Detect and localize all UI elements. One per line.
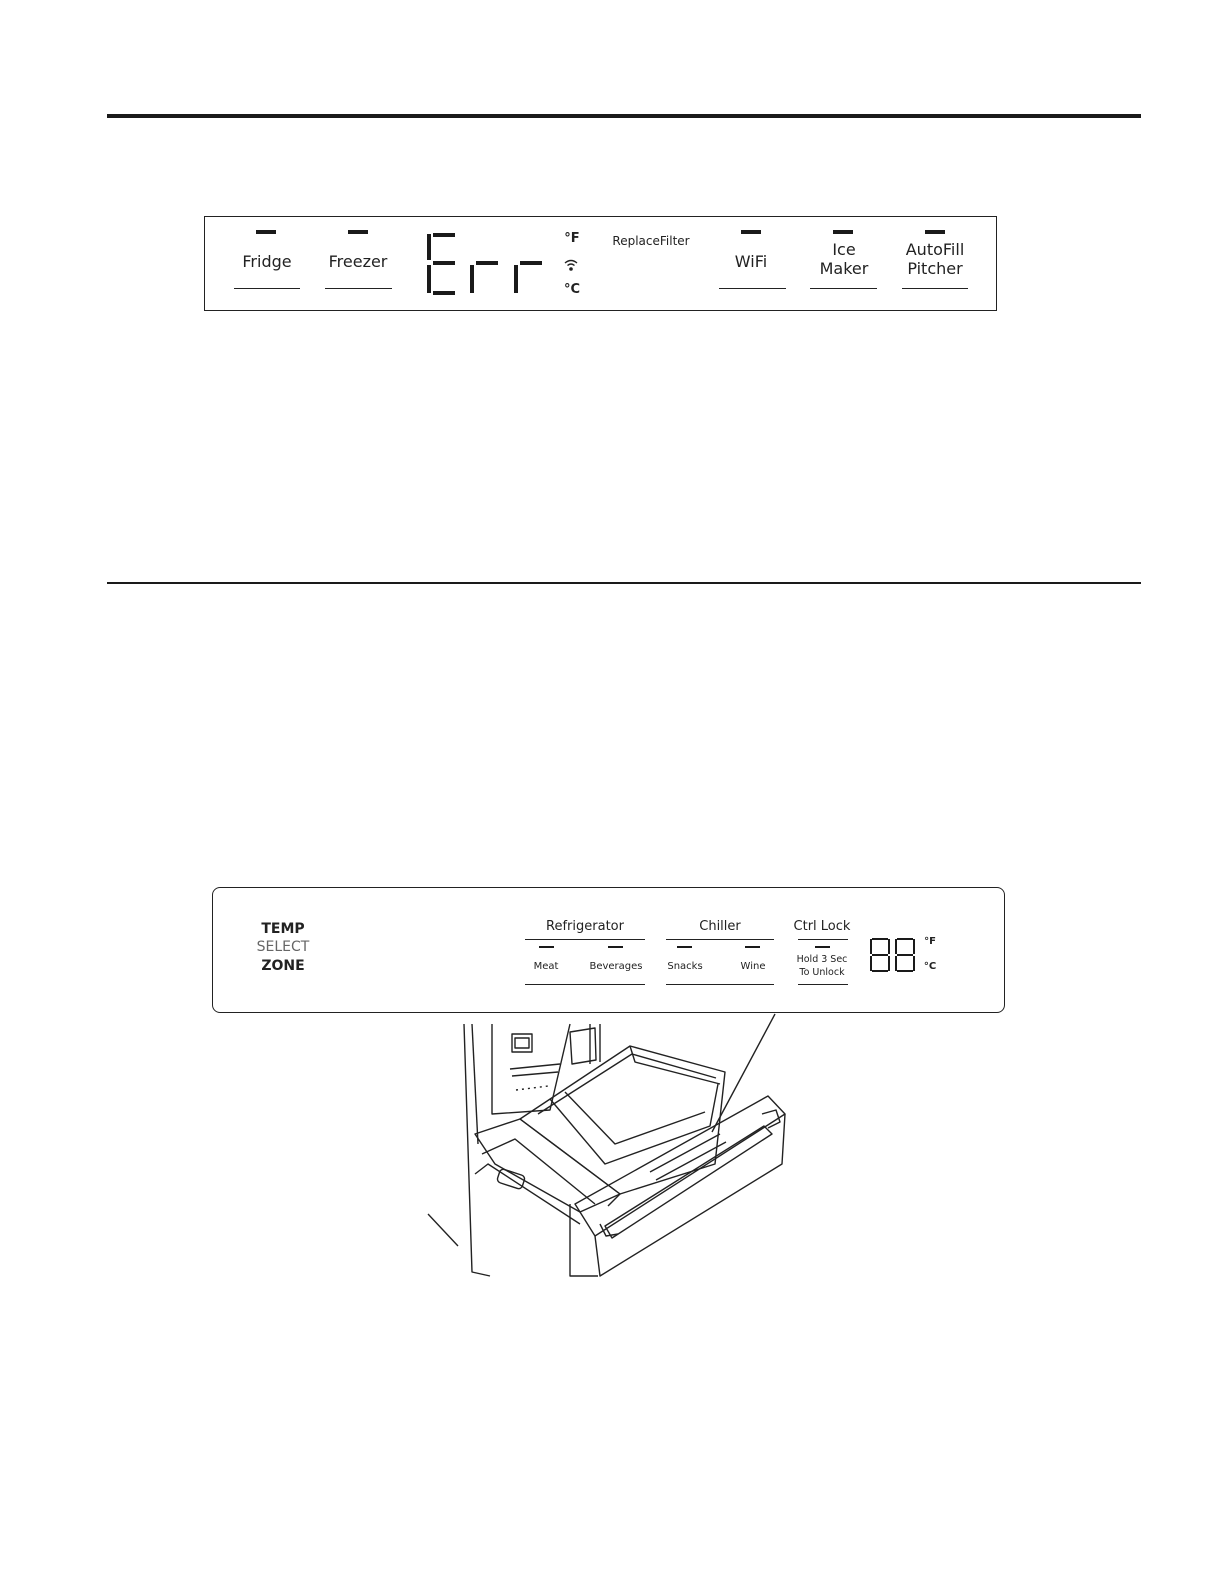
fridge-indicator: [256, 230, 276, 234]
segment: [895, 939, 897, 954]
ice-maker-label: Ice Maker: [819, 240, 869, 279]
fahrenheit-indicator: °F: [564, 231, 580, 246]
ctrl-lock-label: Ctrl Lock: [793, 919, 851, 934]
ice-maker-indicator: [833, 230, 853, 234]
celsius-indicator: °C: [923, 961, 937, 972]
unlock-hint-line2: To Unlock: [799, 967, 845, 978]
chiller-group-bottom-line: [666, 984, 774, 985]
segment: [870, 939, 872, 954]
ctrl-lock-bottom-line: [798, 984, 848, 985]
zone-line-select: SELECT: [256, 939, 310, 955]
autofill-pitcher-label: AutoFill Pitcher: [905, 240, 965, 279]
autofill-pitcher-underline: [902, 288, 968, 289]
segment: [872, 970, 888, 972]
meat-label: Meat: [533, 961, 559, 972]
freezer-label: Freezer: [328, 252, 388, 271]
segment: [433, 291, 455, 295]
fridge-underline: [234, 288, 300, 289]
snacks-label: Snacks: [667, 961, 703, 972]
celsius-indicator: °C: [563, 282, 581, 297]
segment: [897, 954, 913, 956]
zone-line-zone: ZONE: [261, 958, 305, 974]
ice-maker-underline: [810, 288, 877, 289]
chiller-group-line: [666, 939, 774, 940]
temp-select-zone-panel: [212, 887, 1005, 1013]
segment: [433, 261, 455, 265]
segment: [427, 265, 431, 293]
segment: [872, 954, 888, 956]
refrigerator-group-label: Refrigerator: [546, 919, 624, 934]
meat-indicator: [539, 946, 554, 948]
segment: [520, 261, 542, 265]
snacks-indicator: [677, 946, 692, 948]
wine-indicator: [745, 946, 760, 948]
wifi-underline: [719, 288, 786, 289]
control-panel-main: [204, 216, 997, 311]
section-rule-middle: [107, 582, 1141, 584]
segment: [476, 261, 498, 265]
segment: [872, 938, 888, 940]
refrigerator-group-line: [525, 939, 645, 940]
ctrl-lock-indicator: [815, 946, 830, 948]
segment: [895, 956, 897, 971]
segment: [913, 956, 915, 971]
freezer-underline: [325, 288, 392, 289]
beverages-indicator: [608, 946, 623, 948]
wifi-indicator: [741, 230, 761, 234]
beverages-label: Beverages: [589, 961, 643, 972]
wifi-label: WiFi: [734, 252, 768, 271]
refrigerator-drawer-illustration: [420, 1014, 790, 1284]
segment: [470, 265, 474, 293]
wine-label: Wine: [740, 961, 766, 972]
zone-line-temp: TEMP: [261, 921, 305, 937]
fahrenheit-indicator: °F: [924, 936, 936, 947]
segment: [433, 233, 455, 237]
segment: [913, 939, 915, 954]
segment: [514, 265, 518, 293]
unlock-hint-line1: Hold 3 Sec: [796, 954, 848, 965]
segment: [870, 956, 872, 971]
replace-filter-indicator: ReplaceFilter: [612, 234, 690, 248]
ctrl-lock-line: [798, 939, 848, 940]
segment: [888, 956, 890, 971]
section-rule-top: [107, 114, 1141, 118]
freezer-indicator: [348, 230, 368, 234]
autofill-pitcher-indicator: [925, 230, 945, 234]
wifi-icon: [563, 257, 579, 273]
segment: [888, 939, 890, 954]
refrigerator-group-bottom-line: [525, 984, 645, 985]
segment: [897, 970, 913, 972]
chiller-group-label: Chiller: [699, 919, 741, 934]
fridge-label: Fridge: [242, 252, 292, 271]
segment: [897, 938, 913, 940]
segment: [427, 234, 431, 260]
